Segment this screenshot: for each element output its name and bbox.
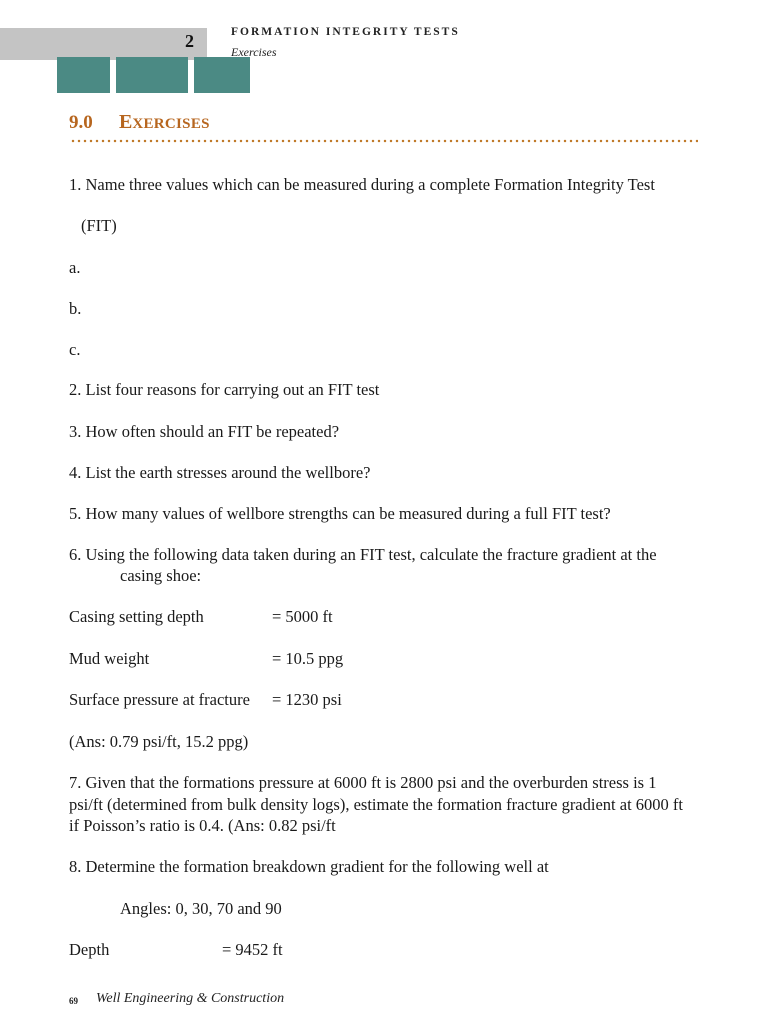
data-label-mud-weight: Mud weight	[69, 649, 150, 668]
section-number: 9.0	[69, 112, 93, 133]
question-7-line-2: psi/ft (determined from bulk density logs), estimate the formation fracture gradient at 6000 ft	[69, 795, 683, 814]
question-4: 4. List the earth stresses around the wellbore?	[69, 463, 371, 482]
footer-page-number: 69	[69, 996, 78, 1006]
data-value-mud-weight: = 10.5 ppg	[272, 649, 344, 668]
running-subtitle: Exercises	[231, 45, 277, 59]
chapter-number: 2	[185, 31, 194, 51]
data-label-casing-depth: Casing setting depth	[69, 607, 204, 626]
question-1-option-b: b.	[69, 299, 82, 318]
dotted-divider	[70, 138, 698, 144]
question-8-angles: Angles: 0, 30, 70 and 90	[120, 899, 282, 918]
question-7-line-3: if Poisson’s ratio is 0.4. (Ans: 0.82 psi/ft	[69, 816, 336, 835]
header-gray-bar	[0, 28, 207, 60]
section-heading	[69, 111, 210, 134]
question-5: 5. How many values of wellbore strengths can be measured during a full FIT test?	[69, 504, 611, 523]
footer-book-title: Well Engineering & Construction	[96, 991, 285, 1006]
question-8-depth-value: = 9452 ft	[222, 940, 283, 959]
question-1-option-a: a.	[69, 258, 81, 277]
question-1-line-1: 1. Name three values which can be measured during a complete Formation Integrity Test	[69, 175, 655, 194]
question-1-line-2: (FIT)	[81, 216, 117, 235]
header-teal-block-3	[194, 57, 250, 93]
data-value-surface-pressure: = 1230 psi	[272, 690, 342, 709]
header-teal-block-1	[57, 57, 110, 93]
question-2: 2. List four reasons for carrying out an FIT test	[69, 380, 380, 399]
question-6-line-1: 6. Using the following data taken during an FIT test, calculate the fracture gradient at the	[69, 545, 657, 564]
data-label-surface-pressure: Surface pressure at fracture	[69, 690, 250, 709]
question-8-line-1: 8. Determine the formation breakdown gradient for the following well at	[69, 857, 549, 876]
question-3: 3. How often should an FIT be repeated?	[69, 422, 340, 441]
question-6-line-2: casing shoe:	[120, 566, 202, 585]
data-value-casing-depth: = 5000 ft	[272, 607, 333, 626]
question-8-depth-label: Depth	[69, 940, 110, 959]
question-6-answer: (Ans: 0.79 psi/ft, 15.2 ppg)	[69, 732, 249, 751]
running-title: FORMATION INTEGRITY TESTS	[231, 26, 460, 38]
section-title-rest: XERCISES	[132, 116, 210, 132]
question-1-option-c: c.	[69, 340, 81, 359]
header-teal-block-2	[116, 57, 188, 93]
section-title-initial: E	[119, 111, 133, 133]
question-7-line-1: 7. Given that the formations pressure at 6000 ft is 2800 psi and the overburden stress is 1	[69, 773, 657, 792]
